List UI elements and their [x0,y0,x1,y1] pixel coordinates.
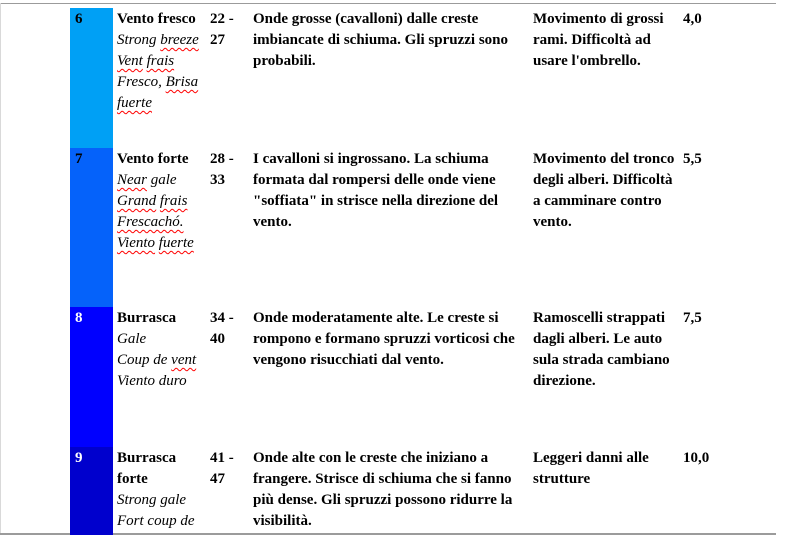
land-conditions-cell: Movimento del tronco degli alberi. Difficoltà a camminare contro vento. [533,151,675,230]
table-row [70,8,720,148]
force-number: 8 [75,310,83,326]
land-conditions-cell: Movimento di grossi rami. Difficoltà ad usare l'ombrello. [533,11,664,69]
wave-height-cell: 7,5 [683,310,702,326]
wave-height-cell: 5,5 [683,151,702,167]
speed-knots-cell: 41 - 47 [210,450,234,487]
wind-name: Burrasca [117,310,177,326]
wind-name: Vento forte [117,151,189,167]
wind-name-translations: Near gale Grand frais Frescachó. Viento fuerte [117,172,194,251]
speed-knots-cell: 22 - 27 [210,11,234,48]
land-conditions-cell: Leggeri danni alle strutture [533,450,649,487]
force-cell [70,8,113,148]
beaufort-scale-table [70,8,720,535]
wind-name-translations: Strong gale Fort coup de [117,492,195,529]
wind-name: Vento fresco [117,11,196,27]
table-row [70,307,720,447]
page-left-border [0,3,1,534]
wave-height-cell: 10,0 [683,450,710,466]
name-cell [113,148,210,307]
sea-conditions-cell: I cavalloni si ingrossano. La schiuma formata dal rompersi delle onde viene "soffiata" in strisce nella direzione del vento. [253,151,499,230]
force-cell [70,148,113,307]
force-cell [70,307,113,447]
force-number: 9 [75,450,83,466]
wind-name-translations: Strong breeze Vent frais Fresco, Brisa fuerte [117,32,199,111]
speed-knots-cell: 28 - 33 [210,151,234,188]
sea-conditions-cell: Onde alte con le creste che iniziano a frangere. Strisce di schiuma che si fanno più dense. Gli spruzzi possono ridurre la visibilità. [253,450,513,529]
speed-knots-cell: 34 - 40 [210,310,234,347]
land-conditions-cell: Ramoscelli strappati dagli alberi. Le auto sula strada cambiano direzione. [533,310,670,389]
force-number: 7 [75,151,83,167]
page-top-border [0,3,776,4]
force-number: 6 [75,11,83,27]
name-cell [113,8,210,148]
table-row [70,447,720,535]
wind-name: Burrasca forte [117,450,177,487]
table-row [70,148,720,307]
name-cell [113,447,210,535]
force-cell [70,447,113,535]
sea-conditions-cell: Onde grosse (cavalloni) dalle creste imbiancate di schiuma. Gli spruzzi sono probabili. [253,11,509,69]
wind-name-translations: Gale Coup de vent Viento duro [117,331,197,389]
sea-conditions-cell: Onde moderatamente alte. Le creste si rompono e formano spruzzi vorticosi che vengono risucchiati dal vento. [253,310,515,368]
wave-height-cell: 4,0 [683,11,702,27]
name-cell [113,307,210,447]
